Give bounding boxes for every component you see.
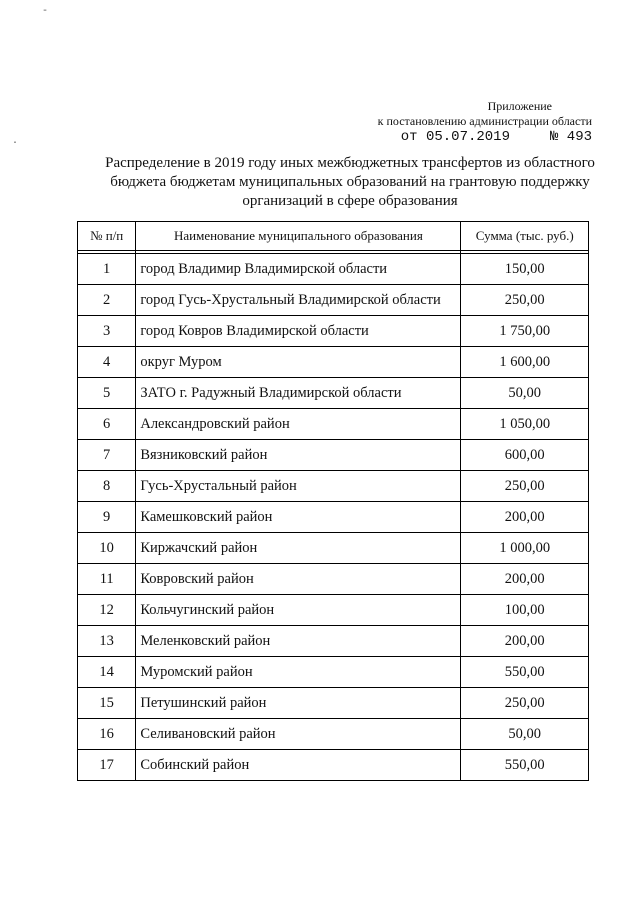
table-row (78, 750, 589, 781)
row-num: 8 (78, 471, 136, 502)
annex-block (378, 99, 592, 145)
header-name: Наименование муниципального образования (136, 222, 461, 251)
row-sum: 600,00 (461, 440, 589, 471)
table-row (78, 440, 589, 471)
scan-mark: . (12, 136, 19, 147)
row-name: Муромский район (136, 657, 461, 688)
row-sum: 50,00 (461, 719, 589, 750)
row-name: город Гусь-Хрустальный Владимирской области (136, 285, 461, 316)
table-row (78, 719, 589, 750)
row-sum: 1 600,00 (461, 347, 589, 378)
row-sum: 50,00 (461, 378, 589, 409)
row-name: округ Муром (136, 347, 461, 378)
row-name: Киржачский район (136, 533, 461, 564)
row-name: Петушинский район (136, 688, 461, 719)
table-row (78, 409, 589, 440)
row-num: 6 (78, 409, 136, 440)
document-title (100, 154, 600, 211)
decree-date: от 05.07.2019 (400, 129, 510, 145)
row-sum: 250,00 (461, 285, 589, 316)
row-num: 17 (78, 750, 136, 781)
row-num: 4 (78, 347, 136, 378)
row-name: город Владимир Владимирской области (136, 254, 461, 285)
row-name: ЗАТО г. Радужный Владимирской области (136, 378, 461, 409)
row-sum: 200,00 (461, 626, 589, 657)
row-name: Кольчугинский район (136, 595, 461, 626)
row-sum: 550,00 (461, 657, 589, 688)
row-sum: 200,00 (461, 564, 589, 595)
row-num: 9 (78, 502, 136, 533)
table-row (78, 285, 589, 316)
table-header-row (78, 222, 589, 251)
row-name: Селивановский район (136, 719, 461, 750)
row-num: 16 (78, 719, 136, 750)
row-num: 7 (78, 440, 136, 471)
row-num: 1 (78, 254, 136, 285)
row-sum: 1 050,00 (461, 409, 589, 440)
row-name: Александровский район (136, 409, 461, 440)
row-sum: 100,00 (461, 595, 589, 626)
row-sum: 200,00 (461, 502, 589, 533)
table-row (78, 502, 589, 533)
row-num: 15 (78, 688, 136, 719)
decree-line (378, 130, 592, 145)
annex-subtitle: к постановлению администрации области (377, 114, 592, 128)
row-sum: 1 000,00 (461, 533, 589, 564)
row-num: 11 (78, 564, 136, 595)
row-num: 13 (78, 626, 136, 657)
table-row (78, 347, 589, 378)
table-row (78, 595, 589, 626)
distribution-table (77, 221, 589, 781)
row-sum: 1 750,00 (461, 316, 589, 347)
table-row (78, 657, 589, 688)
row-name: город Ковров Владимирской области (136, 316, 461, 347)
table-row (78, 626, 589, 657)
table-row (78, 471, 589, 502)
header-num: № п/п (78, 222, 136, 251)
annex-title: Приложение (487, 99, 552, 113)
row-name: Собинский район (136, 750, 461, 781)
scan-mark: - (42, 6, 49, 17)
table-row (78, 688, 589, 719)
table-body (78, 251, 589, 781)
table-row (78, 564, 589, 595)
table-row (78, 254, 589, 285)
row-num: 5 (78, 378, 136, 409)
row-sum: 250,00 (461, 471, 589, 502)
row-name: Ковровский район (136, 564, 461, 595)
table-row (78, 316, 589, 347)
row-num: 2 (78, 285, 136, 316)
title-line: организаций в сфере образования (242, 193, 458, 209)
title-line: бюджета бюджетам муниципальных образований на грантовую поддержку (110, 174, 590, 190)
row-name: Меленковский район (136, 626, 461, 657)
title-line: Распределение в 2019 году иных межбюджетных трансфертов из областного (105, 155, 595, 171)
table-row (78, 533, 589, 564)
decree-number: № 493 (549, 129, 592, 145)
row-num: 10 (78, 533, 136, 564)
header-sum: Сумма (тыс. руб.) (461, 222, 589, 251)
row-sum: 550,00 (461, 750, 589, 781)
row-num: 14 (78, 657, 136, 688)
table-row (78, 378, 589, 409)
row-name: Камешковский район (136, 502, 461, 533)
row-name: Гусь-Хрустальный район (136, 471, 461, 502)
row-sum: 250,00 (461, 688, 589, 719)
row-num: 3 (78, 316, 136, 347)
row-name: Вязниковский район (136, 440, 461, 471)
row-sum: 150,00 (461, 254, 589, 285)
row-num: 12 (78, 595, 136, 626)
